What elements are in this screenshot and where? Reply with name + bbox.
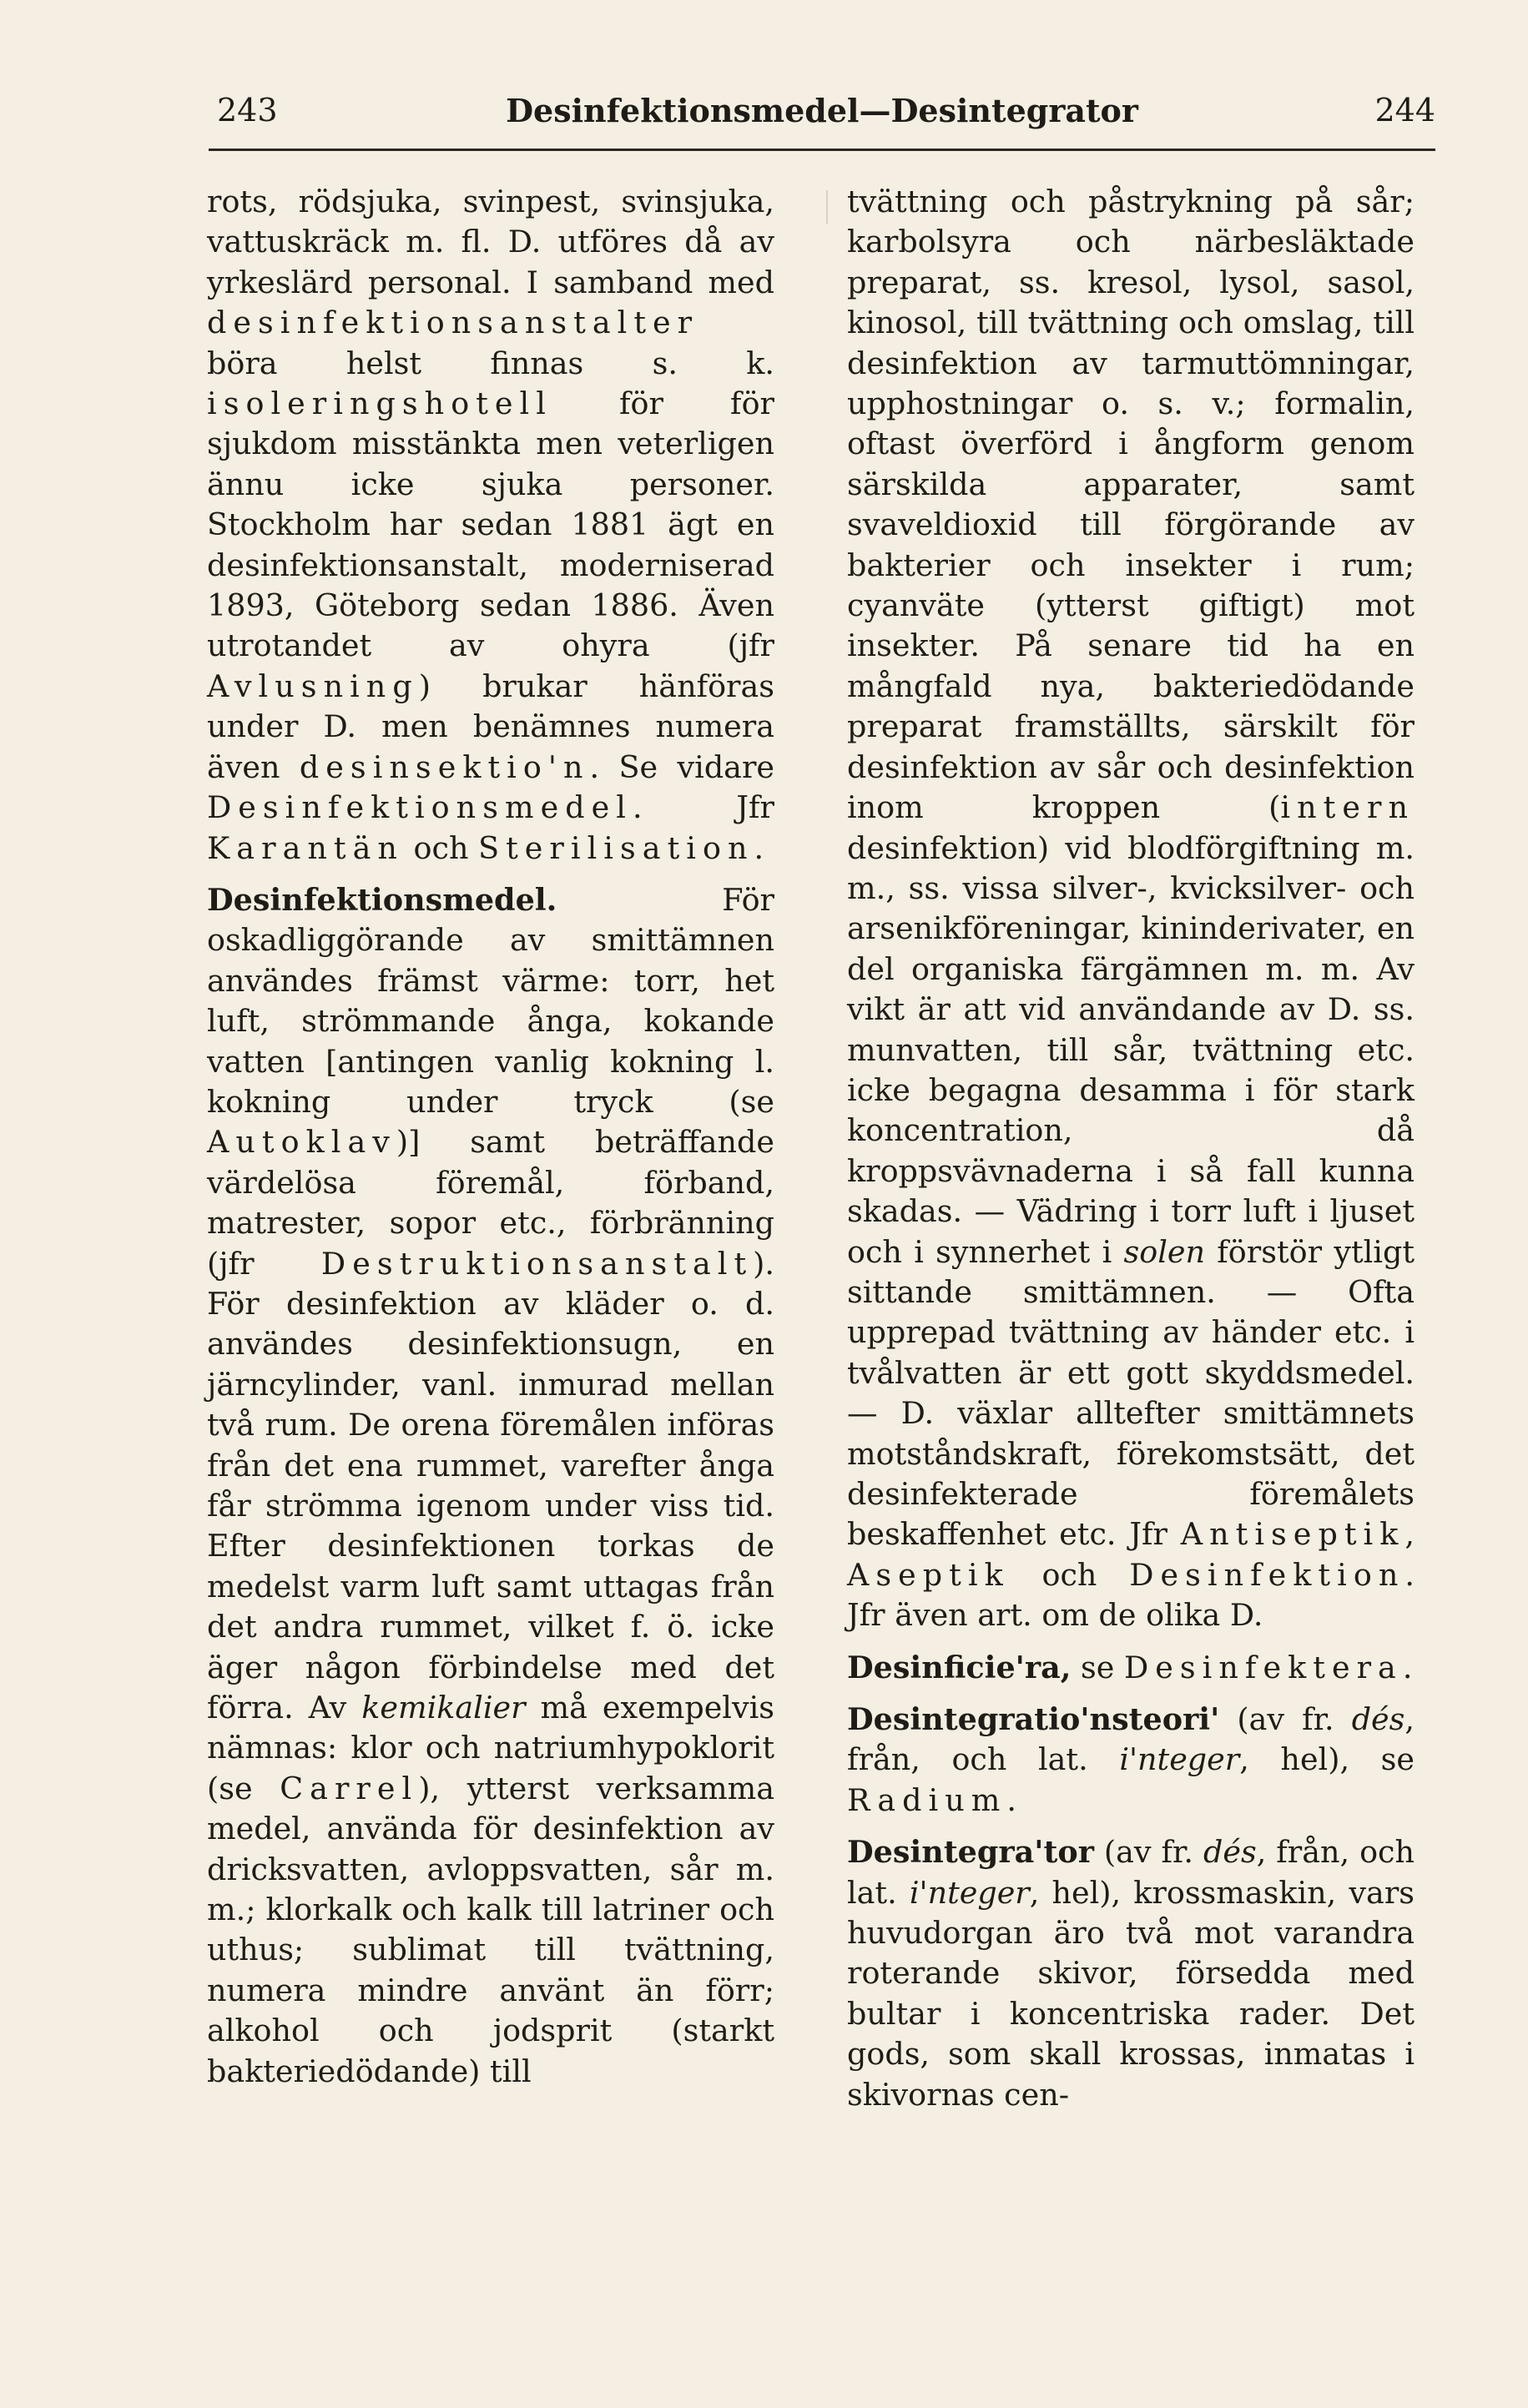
text-run: ), ytterst verksamma medel, använda för desinfektion av dricksvatten, avloppsvatten, sår m. m.; klorkalk och kalk till latriner och uthus; sublimat till tvättning, numera mindre använt än förr; alkohol och jodsprit (starkt bakteriedödande) till bbox=[207, 1770, 774, 2089]
right-column bbox=[847, 182, 1415, 2115]
cross-reference: Desinfektera bbox=[1124, 1649, 1403, 1685]
text-run: . bbox=[754, 829, 764, 866]
text-run: . Jfr även art. om de olika D. bbox=[847, 1556, 1415, 1634]
text-run: må exempelvis nämnas: klor och natriumhypoklorit (se bbox=[207, 1690, 774, 1806]
left-column bbox=[207, 182, 774, 2092]
text-run: . bbox=[1402, 1649, 1413, 1685]
text-run: rots, rödsjuka, svinpest, svinsjuka, vattuskräck m. fl. D. utföres då av yrkeslärd personal. I samband med bbox=[207, 184, 774, 300]
headword: Desintegratio'nsteori' bbox=[847, 1701, 1220, 1738]
cross-reference: desinsektio'n bbox=[299, 748, 590, 785]
page-number-right: 244 bbox=[1374, 92, 1435, 128]
text-run: ). För desinfektion av kläder o. d. användes desinfektionsugn, en järncylinder, vanl. inmurad mellan två rum. De orena föremålen införas från det ena rummet, varefter ånga får strömma igenom under viss tid. Efter desinfektionen torkas de medelst varm luft samt uttagas från det andra rummet, vilket f. ö. icke äger någon förbindelse med det förra. Av bbox=[207, 1245, 774, 1726]
cross-reference: Antiseptik bbox=[1180, 1516, 1405, 1553]
italic-term: solen bbox=[1123, 1233, 1206, 1270]
cross-reference: Radium bbox=[847, 1781, 1007, 1818]
text-run: , bbox=[1404, 1516, 1415, 1553]
headword: Desinfektionsmedel. bbox=[207, 881, 557, 918]
cross-reference: Destruktionsanstalt bbox=[320, 1245, 754, 1282]
text-run: , hel), se bbox=[1239, 1741, 1415, 1778]
cross-reference: desinfektionsanstalter bbox=[207, 305, 699, 341]
text-run: och bbox=[403, 829, 479, 866]
entry-desinfektionsmedel-continued bbox=[847, 182, 1415, 1636]
text-run: . Se vidare bbox=[589, 748, 774, 785]
text-run: För oskadliggörande av smittämnen användes främst värme: torr, het luft, strömmande ånga, kokande vatten [antingen vanlig kokning l. kokning under tryck (se bbox=[207, 881, 774, 1120]
header-rule bbox=[209, 149, 1435, 151]
italic-term: dés bbox=[1203, 1834, 1257, 1871]
entry-desintegrator bbox=[847, 1832, 1415, 2115]
entry-desinfektionsmedel bbox=[207, 880, 774, 2092]
cross-reference: Autoklav bbox=[207, 1124, 396, 1161]
text-run: förstör ytligt sittande smittämnen. — Ofta upprepad tvättning av händer etc. i tvålvatten är ett gott skyddsmedel. — D. växlar alltefter smittämnets motståndskraft, förekomstsätt, det desinfekterade föremålets beskaffenhet etc. Jfr bbox=[847, 1233, 1415, 1553]
paragraph-desinfektion-continued bbox=[207, 182, 774, 869]
running-title: Desinfektionsmedel—Desintegrator bbox=[506, 92, 1138, 129]
page-header bbox=[209, 92, 1435, 150]
text-run: , hel), krossmaskin, vars huvudorgan äro två mot varandra roterande skivor, försedda med bultar i koncentriska rader. Det gods, som skall krossas, inmatas i skivornas cen- bbox=[847, 1874, 1415, 2113]
italic-term: dés bbox=[1351, 1701, 1405, 1738]
italic-term: i'nteger bbox=[1119, 1741, 1240, 1778]
cross-reference: intern bbox=[1280, 789, 1415, 826]
entry-desintegrationsteori bbox=[847, 1700, 1415, 1821]
cross-reference: Sterilisation bbox=[478, 829, 754, 866]
cross-reference: isoleringshotell bbox=[207, 385, 552, 422]
text-run: , från, och lat. bbox=[847, 1701, 1415, 1778]
text-run: se bbox=[1071, 1649, 1124, 1685]
text-run: för för sjukdom misstänkta men veterligen ännu icke sjuka personer. Stockholm har sedan 1881 ägt en desinfektionsanstalt, moderniserad 1893, Göteborg sedan 1886. Även utrotandet av ohyra (jfr bbox=[207, 385, 774, 664]
cross-reference: Karantän bbox=[207, 829, 404, 866]
text-run: (av fr. bbox=[1219, 1701, 1352, 1738]
text-run: , från, och lat. bbox=[847, 1834, 1415, 1911]
cross-reference: Desinfektionsmedel bbox=[207, 789, 633, 826]
text-run: )] samt beträffande värdelösa föremål, förband, matrester, sopor etc., förbränning (jfr bbox=[207, 1124, 774, 1282]
cross-reference: Desinfektion bbox=[1129, 1556, 1405, 1593]
text-run: tvättning och påstrykning på sår; karbolsyra och närbesläktade preparat, ss. kresol, lysol, sasol, kinosol, till tvättning och omslag, till desinfektion av tarmuttömningar, upphostningar o. s. v.; formalin, oftast överförd i ångform genom särskilda apparater, samt svaveldioxid till förgörande av bakterier och insekter i rum; cyanväte (ytterst giftigt) mot insekter. På senare tid ha en mångfald nya, bakteriedödande preparat framställts, särskilt för desinfektion av sår och desinfektion inom kroppen ( bbox=[847, 184, 1415, 826]
text-run: och bbox=[1009, 1556, 1130, 1593]
text-run: (av fr. bbox=[1093, 1834, 1203, 1871]
text-run: böra helst finnas s. k. bbox=[207, 345, 774, 381]
headword: Desinficie'ra, bbox=[847, 1649, 1072, 1685]
text-run: ) brukar hänföras under D. men benämnes numera även bbox=[207, 667, 774, 785]
text-run: desinfektion) vid blodförgiftning m. m., ss. vissa silver-, kvicksilver- och arsenikföreningar, kininderivater, en del organiska färgämnen m. m. Av vikt är att vid användande av D. ss. munvatten, till sår, tvättning etc. icke begagna desamma i för stark koncentration, då kroppsvävnaderna i så fall kunna skadas. — Vädring i torr luft i ljuset och i synnerhet i bbox=[847, 829, 1415, 1270]
page-number-left: 243 bbox=[217, 92, 278, 128]
italic-term: kemikalier bbox=[361, 1690, 526, 1726]
column-divider bbox=[826, 190, 828, 224]
italic-term: i'nteger bbox=[909, 1874, 1030, 1911]
entry-desinficiera bbox=[847, 1648, 1415, 1688]
headword: Desintegra'tor bbox=[847, 1834, 1094, 1871]
text-run: . Jfr bbox=[632, 789, 774, 826]
text-run: . bbox=[1006, 1781, 1017, 1818]
cross-reference: Aseptik bbox=[847, 1556, 1010, 1593]
cross-reference: Carrel bbox=[280, 1770, 419, 1806]
cross-reference: Avlusning bbox=[207, 667, 419, 704]
